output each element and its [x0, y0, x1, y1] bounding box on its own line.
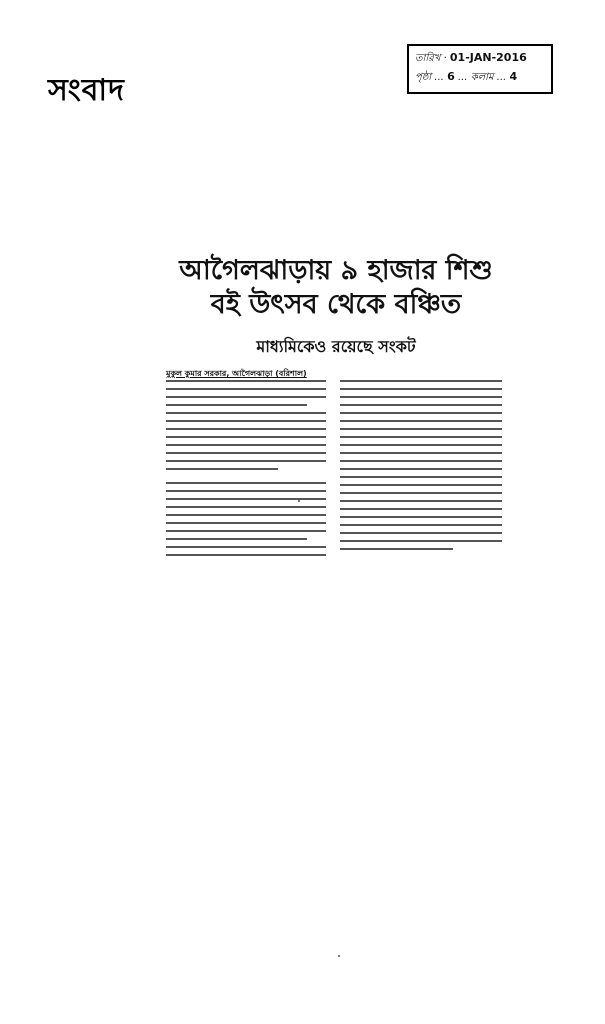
archive-stamp	[407, 44, 553, 94]
byline: মুকুল কুমার সরকার, আগৈলঝাড়া (বরিশাল)	[166, 369, 307, 378]
article-body-left-column	[166, 380, 326, 575]
stamp-date-row: তারিখ · 01-JAN-2016	[415, 51, 527, 64]
news-clipping	[160, 240, 512, 580]
scan-speck	[338, 955, 340, 957]
stamp-date-value: 01-JAN-2016	[449, 51, 527, 64]
article-body-right-column	[340, 380, 502, 575]
headline	[160, 254, 512, 322]
newspaper-masthead: সংবাদ	[48, 73, 125, 108]
headline-line-1: আগৈলঝাড়ায় ৯ হাজার শিশু	[179, 255, 493, 286]
scan-speck	[298, 500, 300, 502]
stamp-column-label: কলাম	[470, 72, 494, 83]
stamp-page-row: পৃষ্ঠা ... 6 ... কলাম ... 4	[415, 70, 518, 83]
stamp-date-label: তারিখ	[415, 53, 441, 64]
subheadline: মাধ্যমিকেও রয়েছে সংকট	[256, 337, 416, 356]
headline-line-2: বই উৎসব থেকে বঞ্চিত	[210, 289, 462, 320]
stamp-page-value: 6	[447, 70, 455, 83]
stamp-column-value: 4	[509, 70, 518, 83]
stamp-page-label: পৃষ্ঠা	[415, 72, 432, 83]
